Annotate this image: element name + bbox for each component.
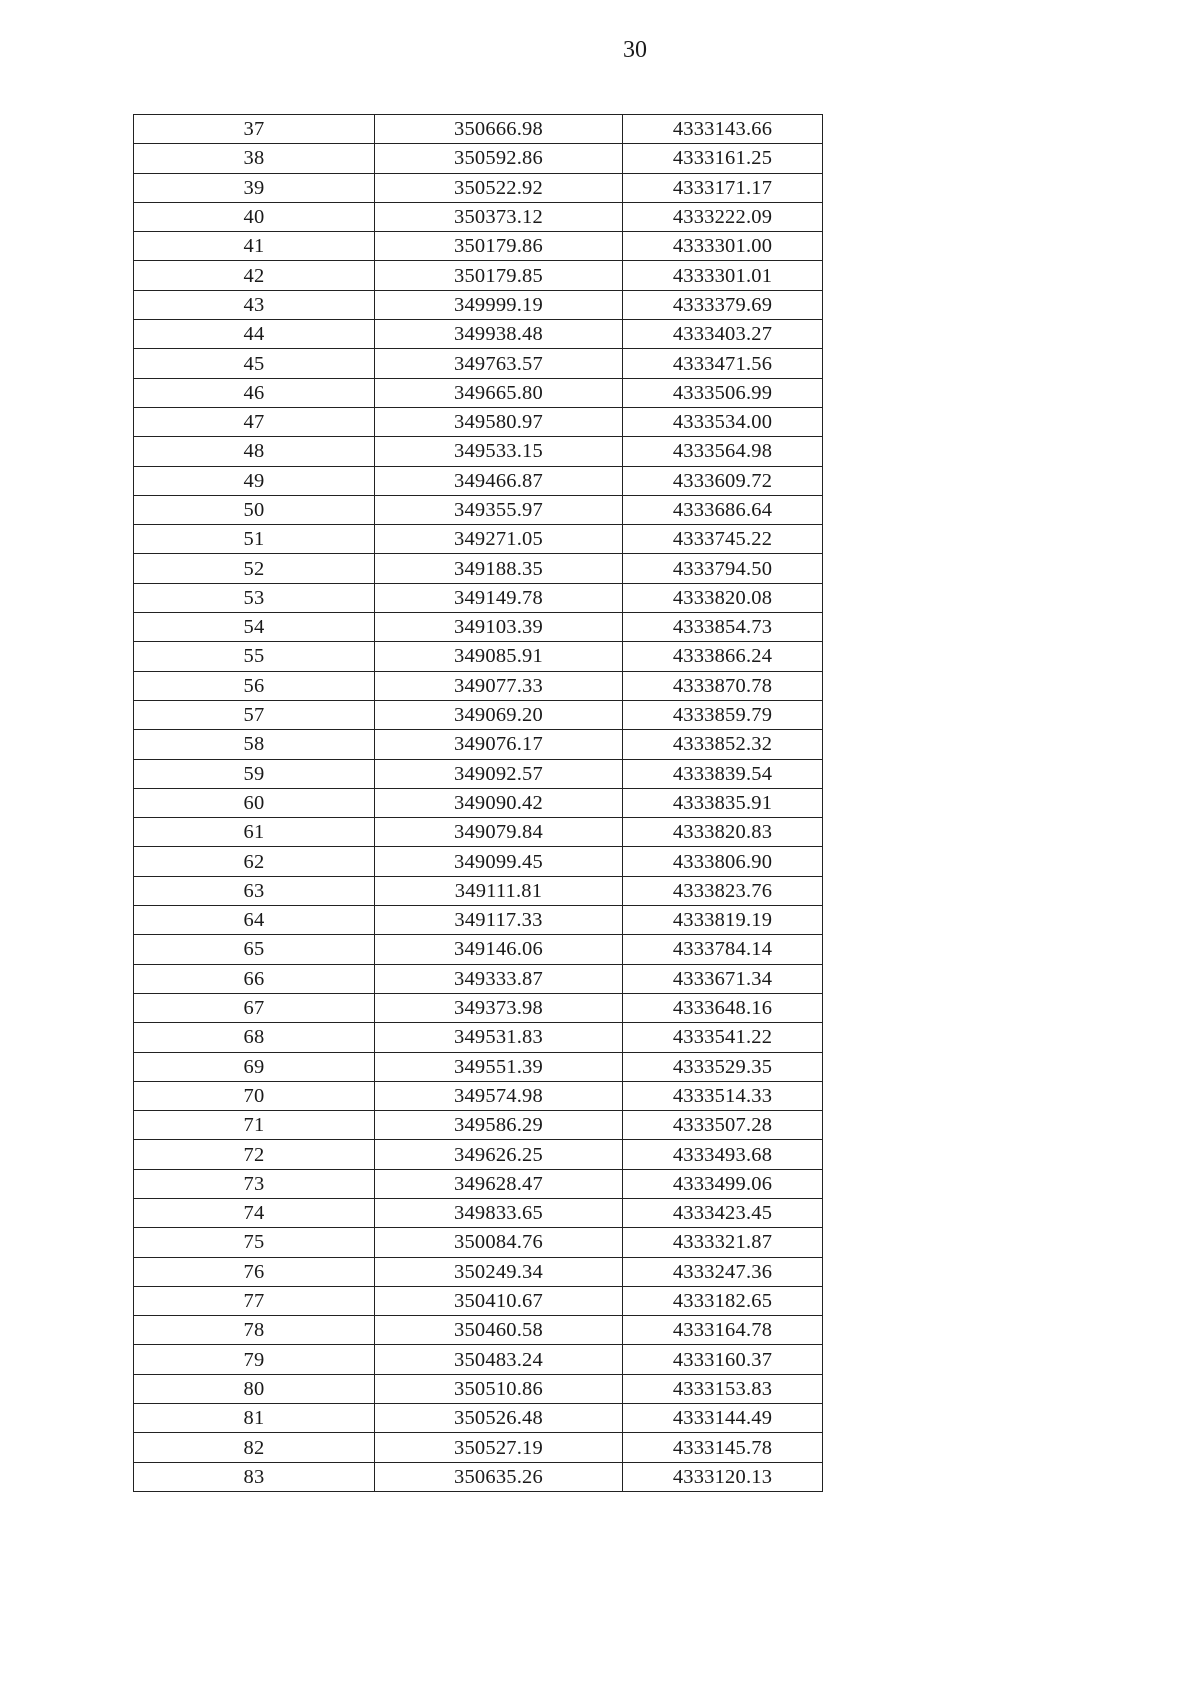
table-row (134, 876, 823, 905)
table-row (134, 144, 823, 173)
point-number-cell: 59 (134, 759, 375, 788)
point-number-cell: 61 (134, 818, 375, 847)
y-coordinate-cell: 4333301.01 (623, 261, 823, 290)
table-row (134, 466, 823, 495)
x-coordinate-cell: 349355.97 (375, 495, 623, 524)
point-number-cell: 53 (134, 583, 375, 612)
x-coordinate-cell: 350526.48 (375, 1404, 623, 1433)
table-row (134, 1140, 823, 1169)
x-coordinate-cell: 349531.83 (375, 1023, 623, 1052)
point-number-cell: 66 (134, 964, 375, 993)
x-coordinate-cell: 349938.48 (375, 320, 623, 349)
y-coordinate-cell: 4333541.22 (623, 1023, 823, 1052)
table-row (134, 495, 823, 524)
table-row (134, 437, 823, 466)
x-coordinate-cell: 349999.19 (375, 290, 623, 319)
table-row (134, 700, 823, 729)
y-coordinate-cell: 4333423.45 (623, 1198, 823, 1227)
y-coordinate-cell: 4333321.87 (623, 1228, 823, 1257)
x-coordinate-cell: 349665.80 (375, 378, 623, 407)
y-coordinate-cell: 4333160.37 (623, 1345, 823, 1374)
point-number-cell: 69 (134, 1052, 375, 1081)
point-number-cell: 49 (134, 466, 375, 495)
point-number-cell: 82 (134, 1433, 375, 1462)
table-row (134, 378, 823, 407)
x-coordinate-cell: 350592.86 (375, 144, 623, 173)
y-coordinate-cell: 4333648.16 (623, 993, 823, 1022)
point-number-cell: 58 (134, 730, 375, 759)
table-row (134, 1286, 823, 1315)
x-coordinate-cell: 349117.33 (375, 906, 623, 935)
table-row (134, 1023, 823, 1052)
y-coordinate-cell: 4333823.76 (623, 876, 823, 905)
point-number-cell: 48 (134, 437, 375, 466)
y-coordinate-cell: 4333609.72 (623, 466, 823, 495)
y-coordinate-cell: 4333247.36 (623, 1257, 823, 1286)
x-coordinate-cell: 349076.17 (375, 730, 623, 759)
y-coordinate-cell: 4333144.49 (623, 1404, 823, 1433)
x-coordinate-cell: 349092.57 (375, 759, 623, 788)
y-coordinate-cell: 4333671.34 (623, 964, 823, 993)
y-coordinate-cell: 4333403.27 (623, 320, 823, 349)
table-row (134, 1433, 823, 1462)
x-coordinate-cell: 349466.87 (375, 466, 623, 495)
y-coordinate-cell: 4333866.24 (623, 642, 823, 671)
table-row (134, 583, 823, 612)
y-coordinate-cell: 4333784.14 (623, 935, 823, 964)
table-row (134, 964, 823, 993)
y-coordinate-cell: 4333171.17 (623, 173, 823, 202)
point-number-cell: 75 (134, 1228, 375, 1257)
y-coordinate-cell: 4333564.98 (623, 437, 823, 466)
x-coordinate-cell: 350666.98 (375, 115, 623, 144)
point-number-cell: 39 (134, 173, 375, 202)
x-coordinate-cell: 349574.98 (375, 1081, 623, 1110)
table-row (134, 818, 823, 847)
table-row (134, 525, 823, 554)
table-row (134, 115, 823, 144)
point-number-cell: 70 (134, 1081, 375, 1110)
x-coordinate-cell: 349373.98 (375, 993, 623, 1022)
point-number-cell: 55 (134, 642, 375, 671)
x-coordinate-cell: 349149.78 (375, 583, 623, 612)
table-row (134, 1052, 823, 1081)
table-row (134, 906, 823, 935)
y-coordinate-cell: 4333835.91 (623, 788, 823, 817)
point-number-cell: 44 (134, 320, 375, 349)
y-coordinate-cell: 4333120.13 (623, 1462, 823, 1491)
table-row (134, 642, 823, 671)
y-coordinate-cell: 4333514.33 (623, 1081, 823, 1110)
point-number-cell: 65 (134, 935, 375, 964)
y-coordinate-cell: 4333164.78 (623, 1316, 823, 1345)
y-coordinate-cell: 4333507.28 (623, 1111, 823, 1140)
y-coordinate-cell: 4333794.50 (623, 554, 823, 583)
table-row (134, 993, 823, 1022)
x-coordinate-cell: 349085.91 (375, 642, 623, 671)
x-coordinate-cell: 349146.06 (375, 935, 623, 964)
point-number-cell: 60 (134, 788, 375, 817)
x-coordinate-cell: 350460.58 (375, 1316, 623, 1345)
point-number-cell: 56 (134, 671, 375, 700)
y-coordinate-cell: 4333182.65 (623, 1286, 823, 1315)
y-coordinate-cell: 4333852.32 (623, 730, 823, 759)
table-row (134, 1462, 823, 1491)
point-number-cell: 51 (134, 525, 375, 554)
point-number-cell: 79 (134, 1345, 375, 1374)
x-coordinate-cell: 349069.20 (375, 700, 623, 729)
point-number-cell: 74 (134, 1198, 375, 1227)
y-coordinate-cell: 4333806.90 (623, 847, 823, 876)
y-coordinate-cell: 4333499.06 (623, 1169, 823, 1198)
table-row (134, 1257, 823, 1286)
table-row (134, 232, 823, 261)
x-coordinate-cell: 349580.97 (375, 407, 623, 436)
y-coordinate-cell: 4333534.00 (623, 407, 823, 436)
x-coordinate-cell: 349111.81 (375, 876, 623, 905)
table-row (134, 202, 823, 231)
table-row (134, 173, 823, 202)
x-coordinate-cell: 350179.85 (375, 261, 623, 290)
x-coordinate-cell: 350635.26 (375, 1462, 623, 1491)
table-row (134, 554, 823, 583)
point-number-cell: 52 (134, 554, 375, 583)
y-coordinate-cell: 4333820.08 (623, 583, 823, 612)
x-coordinate-cell: 349077.33 (375, 671, 623, 700)
x-coordinate-cell: 350483.24 (375, 1345, 623, 1374)
x-coordinate-cell: 349626.25 (375, 1140, 623, 1169)
x-coordinate-cell: 349188.35 (375, 554, 623, 583)
x-coordinate-cell: 349103.39 (375, 613, 623, 642)
table-row (134, 290, 823, 319)
coordinate-table-body (134, 115, 823, 1492)
point-number-cell: 83 (134, 1462, 375, 1491)
table-row (134, 1316, 823, 1345)
table-row (134, 730, 823, 759)
point-number-cell: 63 (134, 876, 375, 905)
point-number-cell: 71 (134, 1111, 375, 1140)
table-row (134, 1345, 823, 1374)
x-coordinate-cell: 349763.57 (375, 349, 623, 378)
point-number-cell: 38 (134, 144, 375, 173)
table-row (134, 613, 823, 642)
y-coordinate-cell: 4333143.66 (623, 115, 823, 144)
x-coordinate-cell: 349628.47 (375, 1169, 623, 1198)
y-coordinate-cell: 4333222.09 (623, 202, 823, 231)
x-coordinate-cell: 349333.87 (375, 964, 623, 993)
y-coordinate-cell: 4333493.68 (623, 1140, 823, 1169)
point-number-cell: 62 (134, 847, 375, 876)
point-number-cell: 76 (134, 1257, 375, 1286)
y-coordinate-cell: 4333686.64 (623, 495, 823, 524)
y-coordinate-cell: 4333819.19 (623, 906, 823, 935)
table-row (134, 261, 823, 290)
x-coordinate-cell: 349079.84 (375, 818, 623, 847)
y-coordinate-cell: 4333745.22 (623, 525, 823, 554)
point-number-cell: 64 (134, 906, 375, 935)
point-number-cell: 67 (134, 993, 375, 1022)
y-coordinate-cell: 4333471.56 (623, 349, 823, 378)
table-row (134, 847, 823, 876)
point-number-cell: 81 (134, 1404, 375, 1433)
point-number-cell: 50 (134, 495, 375, 524)
x-coordinate-cell: 349551.39 (375, 1052, 623, 1081)
table-row (134, 1404, 823, 1433)
y-coordinate-cell: 4333870.78 (623, 671, 823, 700)
y-coordinate-cell: 4333153.83 (623, 1374, 823, 1403)
y-coordinate-cell: 4333854.73 (623, 613, 823, 642)
point-number-cell: 78 (134, 1316, 375, 1345)
table-row (134, 320, 823, 349)
table-row (134, 1111, 823, 1140)
x-coordinate-cell: 350410.67 (375, 1286, 623, 1315)
table-row (134, 1198, 823, 1227)
x-coordinate-cell: 349090.42 (375, 788, 623, 817)
y-coordinate-cell: 4333529.35 (623, 1052, 823, 1081)
x-coordinate-cell: 350522.92 (375, 173, 623, 202)
x-coordinate-cell: 350084.76 (375, 1228, 623, 1257)
y-coordinate-cell: 4333506.99 (623, 378, 823, 407)
point-number-cell: 37 (134, 115, 375, 144)
table-row (134, 671, 823, 700)
point-number-cell: 80 (134, 1374, 375, 1403)
x-coordinate-cell: 349099.45 (375, 847, 623, 876)
page-number: 30 (623, 37, 647, 63)
table-row (134, 407, 823, 436)
y-coordinate-cell: 4333859.79 (623, 700, 823, 729)
point-number-cell: 72 (134, 1140, 375, 1169)
table-row (134, 1374, 823, 1403)
x-coordinate-cell: 350373.12 (375, 202, 623, 231)
table-row (134, 1228, 823, 1257)
point-number-cell: 54 (134, 613, 375, 642)
table-row (134, 788, 823, 817)
point-number-cell: 45 (134, 349, 375, 378)
y-coordinate-cell: 4333145.78 (623, 1433, 823, 1462)
point-number-cell: 43 (134, 290, 375, 319)
x-coordinate-cell: 350179.86 (375, 232, 623, 261)
coordinate-table (133, 114, 823, 1492)
point-number-cell: 41 (134, 232, 375, 261)
x-coordinate-cell: 350510.86 (375, 1374, 623, 1403)
x-coordinate-cell: 349271.05 (375, 525, 623, 554)
y-coordinate-cell: 4333301.00 (623, 232, 823, 261)
y-coordinate-cell: 4333379.69 (623, 290, 823, 319)
x-coordinate-cell: 350249.34 (375, 1257, 623, 1286)
y-coordinate-cell: 4333820.83 (623, 818, 823, 847)
y-coordinate-cell: 4333161.25 (623, 144, 823, 173)
x-coordinate-cell: 350527.19 (375, 1433, 623, 1462)
point-number-cell: 47 (134, 407, 375, 436)
table-row (134, 1169, 823, 1198)
table-row (134, 759, 823, 788)
table-row (134, 1081, 823, 1110)
point-number-cell: 73 (134, 1169, 375, 1198)
x-coordinate-cell: 349586.29 (375, 1111, 623, 1140)
point-number-cell: 46 (134, 378, 375, 407)
x-coordinate-cell: 349533.15 (375, 437, 623, 466)
y-coordinate-cell: 4333839.54 (623, 759, 823, 788)
table-row (134, 935, 823, 964)
point-number-cell: 68 (134, 1023, 375, 1052)
point-number-cell: 40 (134, 202, 375, 231)
x-coordinate-cell: 349833.65 (375, 1198, 623, 1227)
table-row (134, 349, 823, 378)
point-number-cell: 42 (134, 261, 375, 290)
point-number-cell: 77 (134, 1286, 375, 1315)
point-number-cell: 57 (134, 700, 375, 729)
